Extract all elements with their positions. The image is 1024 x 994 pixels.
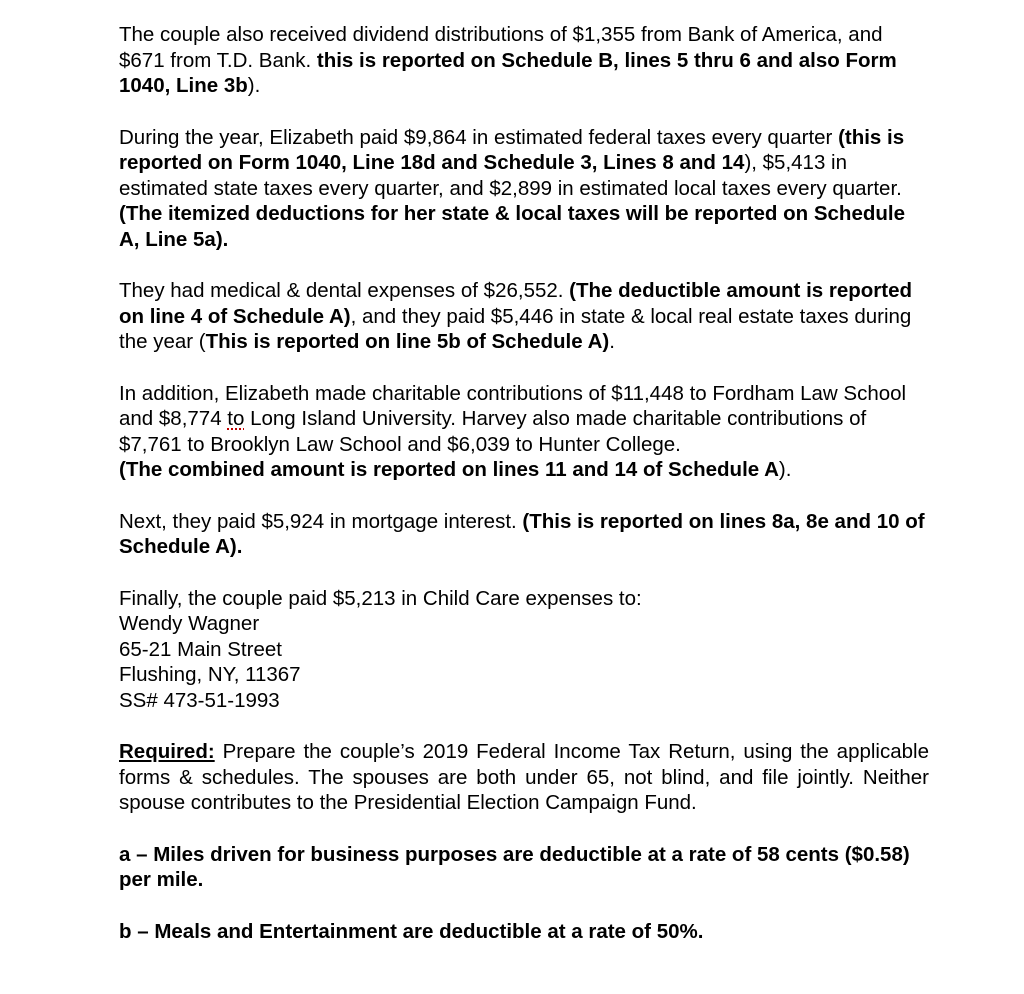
required-paragraph [119, 739, 929, 816]
medical-text-1: They had medical & dental expenses of $26,552. [119, 279, 570, 302]
note-b [119, 919, 929, 945]
note-b-text: b – Meals and Entertainment are deductible at a rate of 50%. [119, 919, 704, 943]
spacer [119, 99, 929, 125]
provider-street: 65-21 Main Street [119, 637, 282, 661]
charity-text-1: In addition, Elizabeth made charitable contributions of $11,448 to Fordham Law School and $8,774 [119, 381, 907, 430]
taxes-text-2: ), $5,413 in estimated state taxes every quarter, and $2,899 in estimated local taxes every quarter. [119, 151, 902, 200]
taxes-bold-2: (The itemized deductions for her state & local taxes will be reported on Schedule A, Line 5a). [119, 202, 905, 251]
provider-name: Wendy Wagner [119, 612, 260, 635]
provider-ssn: SS# 473-51-1993 [119, 688, 280, 712]
medical-text-3: . [609, 330, 615, 353]
provider-city: Flushing, NY, 11367 [119, 663, 301, 686]
spelling-flag-word: to [227, 407, 245, 430]
required-label: Required: [119, 740, 215, 763]
mortgage-text-1: Next, they paid $5,924 in mortgage interest. [119, 509, 523, 533]
dividends-text-2: ). [247, 74, 261, 97]
medical-bold-1: (The deductible amount is reported on line 4 of Schedule A) [119, 279, 913, 328]
charity-text-3: ). [778, 458, 792, 481]
required-text: Prepare the couple’s 2019 Federal Income Tax Return, using the applicable forms & schedules. The spouses are both under 65, not blind, and file jointly. Neither spouse contributes to the Presidential Election Campaign Fund. [119, 740, 929, 814]
spacer [119, 713, 929, 739]
mortgage-bold-1: (This is reported on lines 8a, 8e and 10 of Schedule A). [119, 509, 925, 558]
document-body [119, 22, 929, 944]
charity-text-2: Long Island University. Harvey also made charitable contributions of $7,761 to Brooklyn Law School and $6,039 to Hunter College. [119, 407, 867, 456]
taxes-bold-1: (this is reported on Form 1040, Line 18d and Schedule 3, Lines 8 and 14 [119, 125, 905, 174]
dividends-bold-1: this is reported on Schedule B, lines 5 thru 6 and also Form 1040, Line 3b [119, 48, 897, 97]
taxes-paragraph [119, 125, 929, 253]
spacer [119, 893, 929, 919]
dividends-paragraph [119, 22, 929, 99]
note-a [119, 842, 929, 893]
charity-bold-1: (The combined amount is reported on lines 11 and 14 of Schedule A [119, 458, 779, 481]
medical-text-2: , and they paid $5,446 in state & local real estate taxes during the year ( [119, 304, 912, 353]
taxes-text-1: During the year, Elizabeth paid $9,864 in estimated federal taxes every quarter [119, 125, 839, 149]
medical-paragraph [119, 278, 929, 355]
medical-bold-2: This is reported on line 5b of Schedule A) [205, 330, 610, 353]
spacer [119, 252, 929, 278]
spacer [119, 816, 929, 842]
spacer [119, 355, 929, 381]
mortgage-paragraph [119, 509, 929, 560]
dividends-text-1: The couple also received dividend distributions of $1,355 from Bank of America, and $671 from T.D. Bank. [119, 23, 883, 72]
charity-note [119, 457, 929, 483]
spacer [119, 560, 929, 586]
spacer [119, 483, 929, 509]
charity-paragraph [119, 381, 929, 458]
childcare-intro: Finally, the couple paid $5,213 in Child Care expenses to: [119, 586, 642, 610]
note-a-text: a – Miles driven for business purposes are deductible at a rate of 58 cents ($0.58) per mile. [119, 842, 910, 891]
